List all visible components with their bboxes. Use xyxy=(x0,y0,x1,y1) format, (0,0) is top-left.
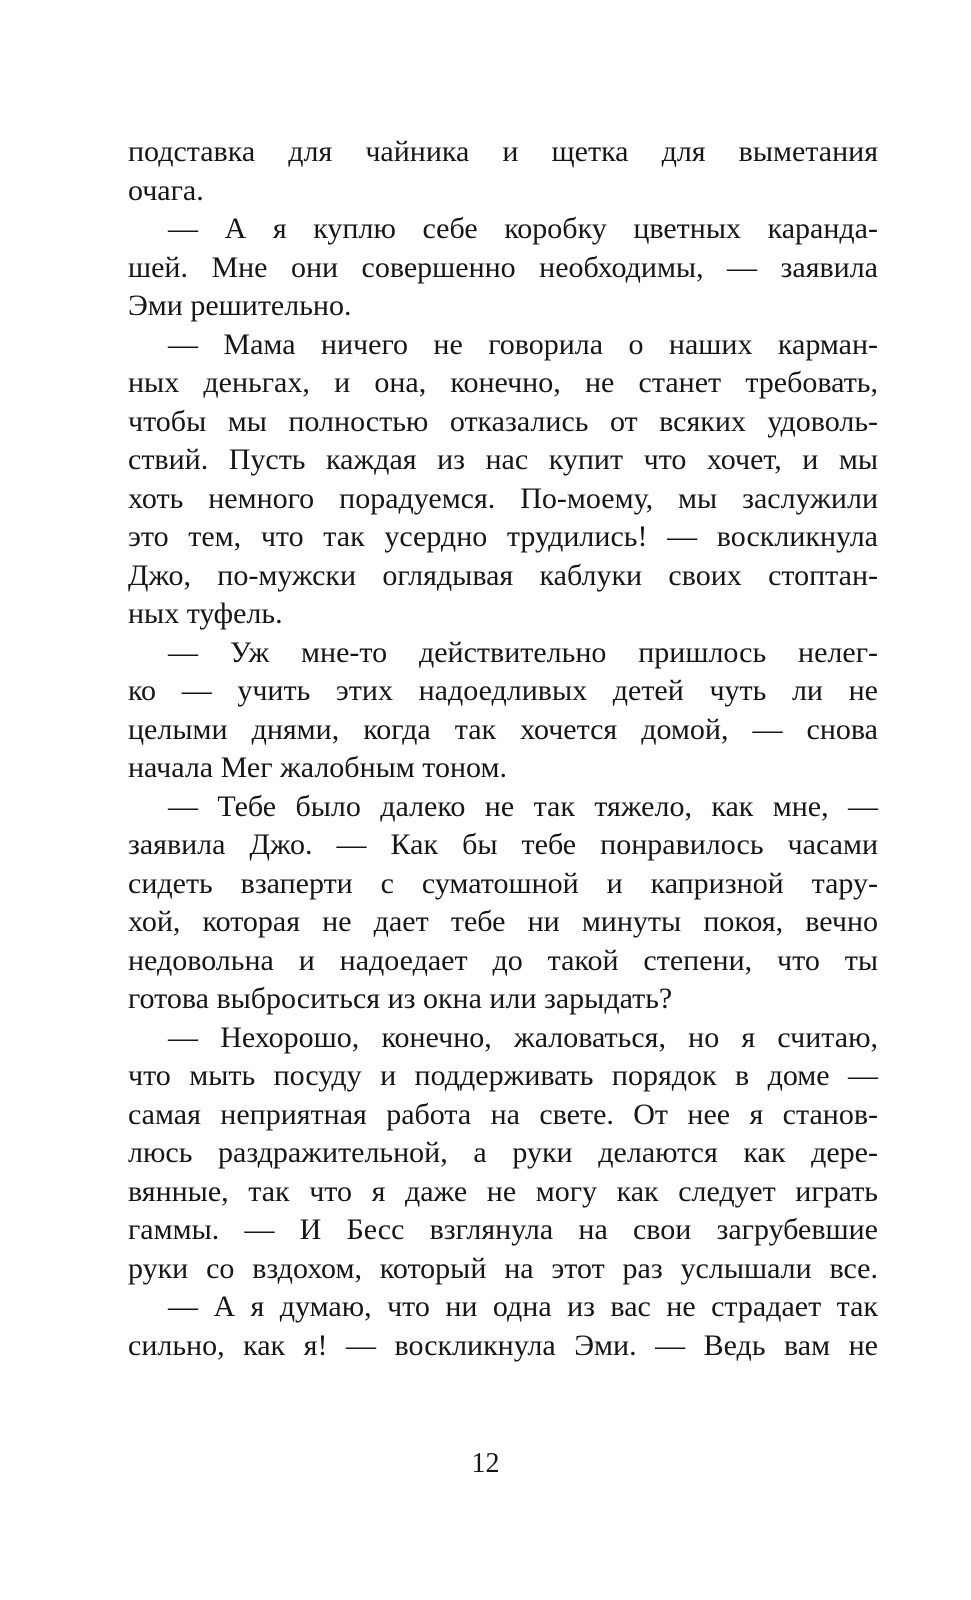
text-line: самая неприятная работа на свете. От нее я станов- xyxy=(128,1097,878,1131)
text-line: — Тебе было далеко не так тяжело, как мне, — xyxy=(168,789,878,823)
text-line: ствий. Пусть каждая из нас купит что хочет, и мы xyxy=(128,443,878,476)
text-line: что мыть посуду и поддерживать порядок в доме — xyxy=(128,1059,878,1092)
text-line: ных туфель. xyxy=(128,597,283,630)
text-line: хоть немного порадуемся. По-моему, мы заслужили xyxy=(128,481,878,515)
text-line: подставка для чайника и щетка для выметания xyxy=(128,135,878,168)
text-line: это тем, что так усердно трудились! — воскликнула xyxy=(128,520,878,553)
text-line: сидеть взаперти с суматошной и капризной тару- xyxy=(128,866,878,900)
text-line: шей. Мне они совершенно необходимы, — заявила xyxy=(128,250,878,284)
text-line: — Уж мне-то действительно пришлось нелег- xyxy=(168,635,878,669)
text-line: готова выброситься из окна или зарыдать? xyxy=(128,982,673,1015)
text-line: люсь раздражительной, а руки делаются как дере- xyxy=(128,1136,878,1169)
text-line: заявила Джо. — Как бы тебе понравилось часами xyxy=(128,828,878,861)
page-number: 12 xyxy=(471,1448,500,1479)
text-line: — Нехорошо, конечно, жаловаться, но я считаю, xyxy=(168,1020,878,1054)
text-line: целыми днями, когда так хочется домой, — снова xyxy=(128,712,878,746)
text-line: чтобы мы полностью отказались от всяких удоволь- xyxy=(128,404,878,438)
text-line: ко — учить этих надоедливых детей чуть ли не xyxy=(128,674,878,707)
body-text xyxy=(128,133,878,1365)
text-line: ных деньгах, и она, конечно, не станет требовать, xyxy=(128,366,878,399)
text-line: — А я куплю себе коробку цветных каранда- xyxy=(168,212,878,245)
text-line: сильно, как я! — воскликнула Эми. — Ведь вам не xyxy=(128,1328,878,1362)
text-line: очага. xyxy=(128,173,204,207)
text-line: вянные, так что я даже не могу как следует играть xyxy=(128,1174,878,1208)
text-line: недовольна и надоедает до такой степени, что ты xyxy=(128,943,878,977)
text-line: Эми решительно. xyxy=(128,289,352,322)
text-line: начала Мег жалобным тоном. xyxy=(128,751,507,784)
text-line: Джо, по-мужски оглядывая каблуки своих стоптан- xyxy=(128,558,878,592)
text-line: — А я думаю, что ни одна из вас не страдает так xyxy=(168,1290,878,1323)
text-line: гаммы. — И Бесс взглянула на свои загрубевшие xyxy=(128,1213,878,1246)
text-line: — Мама ничего не говорила о наших карман- xyxy=(168,327,878,361)
text-line: руки со вздохом, который на этот раз услышали все. xyxy=(128,1251,878,1285)
text-line: хой, которая не дает тебе ни минуты покоя, вечно xyxy=(128,905,878,938)
